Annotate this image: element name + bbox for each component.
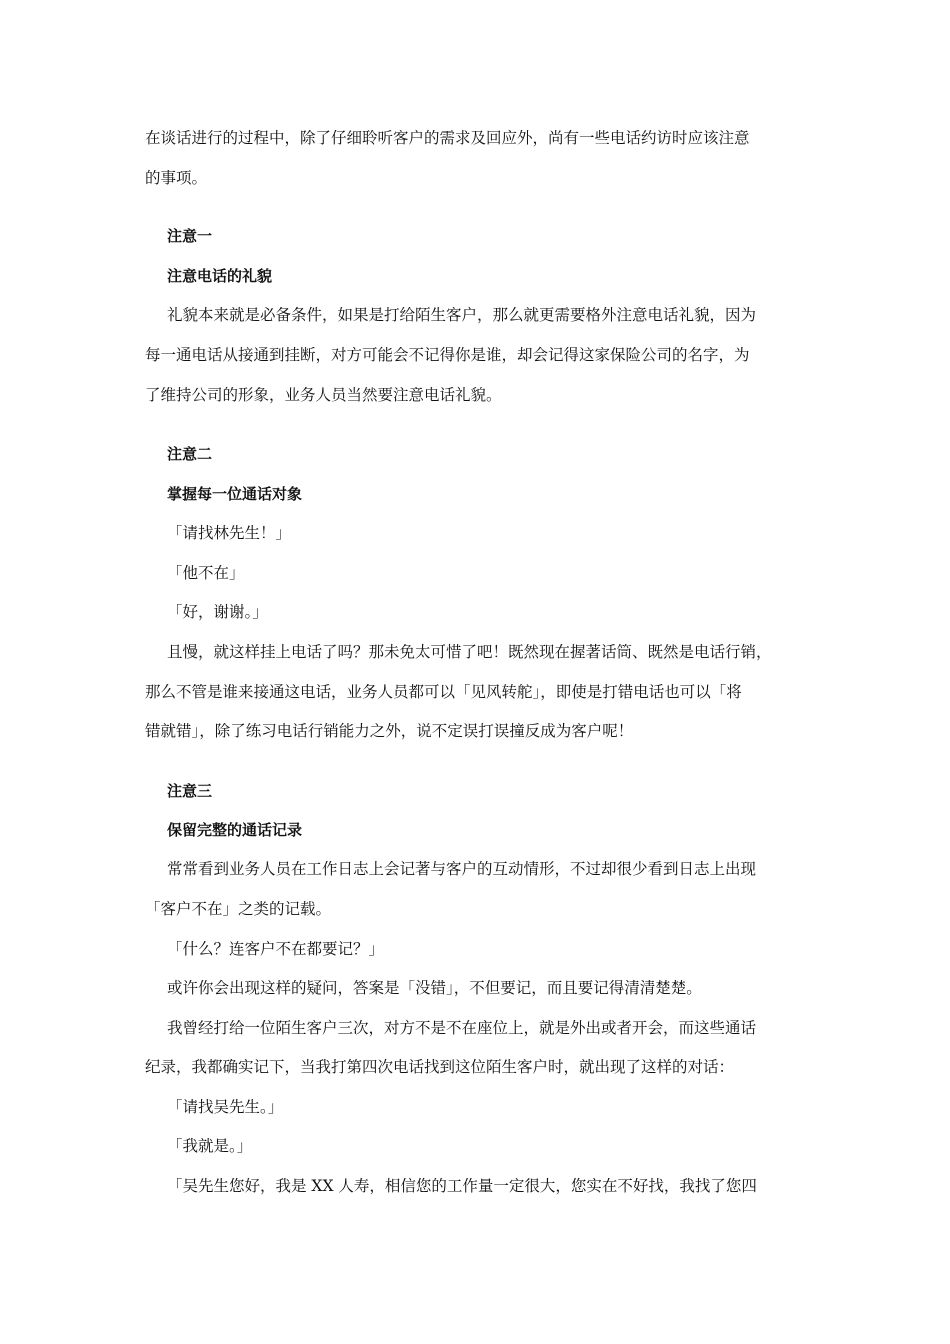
- section-3-dialog-1: 「请找吴先生。」: [167, 1098, 284, 1116]
- section-1-heading: 注意一: [167, 227, 213, 245]
- section-2-heading: 注意二: [167, 445, 213, 463]
- intro-line-2: 的事项。: [145, 169, 208, 187]
- section-2-subheading: 掌握每一位通话对象: [167, 485, 303, 503]
- section-3-body-line-1: 常常看到业务人员在工作日志上会记著与客户的互动情形，不过却很少看到日志上出现: [167, 860, 757, 878]
- section-3-body-2: 或许你会出现这样的疑问，答案是「没错」，不但要记，而且要记得清清楚楚。: [167, 979, 702, 997]
- section-3-dialog-2: 「我就是。」: [167, 1137, 253, 1155]
- section-1-body-line-3: 了维持公司的形象，业务人员当然要注意电话礼貌。: [145, 386, 502, 404]
- section-3-body-3-line-2: 纪录，我都确实记下，当我打第四次电话找到这位陌生客户时，就出现了这样的对话：: [145, 1058, 735, 1076]
- section-3-quote: 「什么？连客户不在都要记？」: [167, 940, 385, 958]
- section-3-body-line-2: 「客户不在」之类的记载。: [145, 900, 332, 918]
- section-3-heading: 注意三: [167, 782, 213, 800]
- section-1-subheading: 注意电话的礼貌: [167, 267, 273, 285]
- section-3-body-3-line-1: 我曾经打给一位陌生客户三次，对方不是不在座位上，就是外出或者开会，而这些通话: [167, 1019, 757, 1037]
- section-2-dialog-3: 「好，谢谢。」: [167, 603, 268, 621]
- section-3-subheading: 保留完整的通话记录: [167, 821, 303, 839]
- section-1-body-line-1: 礼貌本来就是必备条件，如果是打给陌生客户，那么就更需要格外注意电话礼貌，因为: [167, 306, 757, 324]
- section-2-dialog-1: 「请找林先生！」: [167, 524, 292, 542]
- section-2-body-line-1: 且慢，就这样挂上电话了吗？那未免太可惜了吧！既然现在握著话筒、既然是电话行销，: [167, 643, 772, 661]
- section-3-dialog-3: 「吴先生您好，我是 XX 人寿，相信您的工作量一定很大，您实在不好找，我找了您四: [167, 1177, 757, 1195]
- section-2-body-line-2: 那么不管是谁来接通这电话，业务人员都可以「见风转舵」，即使是打错电话也可以「将: [145, 683, 742, 701]
- section-2-body-line-3: 错就错」，除了练习电话行销能力之外，说不定误打误撞反成为客户呢！: [145, 722, 634, 740]
- section-2-dialog-2: 「他不在」: [167, 564, 245, 582]
- intro-line-1: 在谈话进行的过程中，除了仔细聆听客户的需求及回应外，尚有一些电话约访时应该注意: [145, 129, 750, 147]
- section-1-body-line-2: 每一通电话从接通到挂断，对方可能会不记得你是谁，却会记得这家保险公司的名字，为: [145, 346, 750, 364]
